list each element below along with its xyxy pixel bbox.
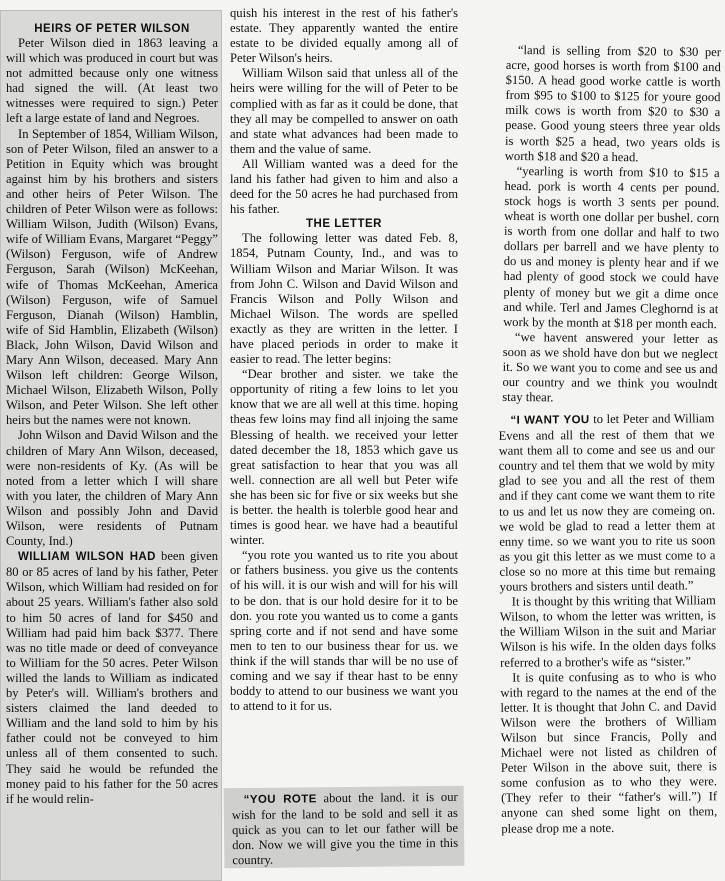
paragraph: “Dear brother and sister. we take the opportunity of riting a few loins to let you know that we are all well at this time. hoping theas few loins may find all injoing the same Blessing of health. we received your letter dated december the 18, 1853 which gave us great satisfaction to hear that you was all well. connection are all well but Peter wife she has been sic for five or six weeks but she is better. the health is tolerble good hear and times is good hear. we have had a beautiful winter. bbox=[230, 367, 458, 548]
paragraph: The following letter was dated Feb. 8, 1854, Putnam County, Ind., and was to William Wilson and Mariar Wilson. It was from John C. Wilson and David Wilson and Francis Wilson and Polly Wilson and Michael Wilson. The words are spelled exactly as they are written in the letter. I have placed periods in order to make it easier to read. The letter begins: bbox=[230, 231, 458, 367]
paragraph: “we havent answered your letter as soon as we shold have don but we neglect it. So we want you to come and see us and our country and we think you woulndt stay thear. bbox=[502, 329, 719, 405]
paragraph-text: to let Peter and William Evens and all the rest of them that we want them all to come and see us and our country and tel them that we wold by mity glad to see you and all the rest of them and if they cant come we want them to rite to us and let us now they are comeing on. we wold be glad to read a letter them at enny time. so we want you to rite us soon as you git this letter as we must come to a close so no more at this time but remaing yours brothers and sisters until death.” bbox=[498, 411, 716, 594]
paragraph: Peter Wilson died in 1863 leaving a will which was produced in court but was not admitted because only one witness had signed the will. (At least two witnesses were required to sign.) Peter left a large estate of land and Negroes. bbox=[6, 36, 218, 126]
article-column-3 bbox=[492, 39, 725, 436]
section-heading-letter: THE LETTER bbox=[306, 218, 382, 231]
paragraph: “yearling is worth from $10 to $15 a head. pork is worth 4 cents per pound. stock hogs is worth 3 sents per pound. wheat is worth one dollar per bushel. corn is worth from one dollar and half to two dollars per barrell and we have plenty to do us and money is plenty hear and if we had plenty of good stock we could have plenty of money but we git a dime once and while. Terl and James Cleghornd is at work by the month at $18 per month each. bbox=[503, 163, 720, 331]
paragraph: It is quite confusing as to who is who with regard to the names at the end of the letter. It is thought that John C. and David Wilson were the brothers of William Wilson but since Francis, Polly and Michael were not listed as children of Peter Wilson in the above suit, there is some confusion as to who they were. (They refer to their “father's will.”) If anyone can shed some light on them, please drop me a note. bbox=[500, 668, 718, 836]
run-in-heading: “YOU ROTE bbox=[243, 793, 317, 807]
article-column-2-continued bbox=[224, 786, 465, 869]
paragraph: “you rote you wanted us to rite you about or fathers business. you give us the contents of his will. it is our wish and will for his will to be don. that is our hold desire for it to be don. you rote you wanted us to come a gants spring corte and if not send and have some men to ten to our business thear for us. we think if the will stands thar will be no use of coming and we say if thear hast to be enny boddy to attend to our business we want you to attend to it for us. bbox=[230, 548, 458, 714]
paragraph: All William wanted was a deed for the land his father had given to him and also a deed for the 50 acres he had purchased from his father. bbox=[230, 156, 458, 217]
section-heading-heirs: HEIRS OF PETER WILSON bbox=[34, 23, 190, 35]
paragraph: “land is selling from $20 to $30 per acre, good horses is worth from $100 and $150. A head good worke cattle is worth from $95 to $100 to $125 for youre good milk cows is worth from $20 to $30 a pease. Good young steers three year olds is worth $25 a head, two years olds is worth $18 and $20 a head. bbox=[504, 43, 722, 164]
run-in-heading: WILLIAM WILSON HAD bbox=[18, 551, 156, 564]
article-column-1 bbox=[0, 10, 222, 881]
paragraph: William Wilson said that unless all of the heirs were willing for the will of Peter to be complied with as far as it could be done, that they all may be compelled to answer on oath and state what advances had been made to them and the value of same. bbox=[230, 66, 458, 156]
run-in-heading: “I WANT YOU bbox=[510, 414, 590, 427]
article-column-3-continued bbox=[488, 405, 723, 875]
article-column-2 bbox=[222, 0, 464, 800]
paragraph: quish his interest in the rest of his father's estate. They apparently wanted the entire estate to be divided equally among all of Peter Wilson's heirs. bbox=[230, 6, 458, 66]
paragraph-text: about the land. it is our wish for the land to be sold and sell it as quick as you can to let our father will be don. Now we will give you the time in this country. bbox=[231, 789, 459, 868]
paragraph: In September of 1854, William Wilson, son of Peter Wilson, filed an answer to a Petition in Equity which was brought against him by his brothers and sisters and other heirs of Peter Wilson. The children of Peter Wilson were as follows: William Wilson, Judith (Wilson) Evans, wife of William Evans, Margaret “Peggy” (Wilson) Ferguson, wife of Andrew Ferguson, Sarah (Wilson) McKeehan, wife of Thomas McKeehan, America (Wilson) Ferguson, wife of Samuel Ferguson, Dianah (Wilson) Hamblin, wife of Sid Hamblin, Elizabeth (Wilson) Black, John Wilson, David Wilson and Mary Ann Wilson, deceased. Mary Ann Wilson left children: George Wilson, Michael Wilson, Elizabeth Wilson, Polly Wilson, and Peter Wilson. She left other heirs but the names were not known. bbox=[6, 126, 218, 428]
paragraph bbox=[232, 790, 459, 868]
paragraph bbox=[6, 549, 218, 807]
paragraph-text: been given 80 or 85 acres of land by his father, Peter Wilson, which William had resided on for about 25 years. William's father also sold to him 50 acres of land for $450 and William had paid him back $377. There was no title made or deed of conveyance to William for the 50 acres. Peter Wilson willed the lands to William as indicated by Peter's will. William's brothers and sisters claimed the land deeded to William and the land sold to him by his father could not be conveyed to him unless all of them consented to such. They said he would be refunded the money paid to his father for the 50 acres if he would relin- bbox=[6, 549, 218, 806]
paragraph: It is thought by this writing that William Wilson, to whom the letter was written, is the William Wilson in the suit and Mariar Wilson is his wife. In the olden days folks referred to a brother's wife as “sister.” bbox=[499, 593, 717, 670]
paragraph: John Wilson and David Wilson and the children of Mary Ann Wilson, deceased, were non-residents of Ky. (As will be noted from a letter which I will share with you later, the children of Mary Ann Wilson and possibly John and David Wilson, were residents of Putnam County, Ind.) bbox=[6, 428, 218, 549]
paragraph bbox=[498, 411, 715, 595]
